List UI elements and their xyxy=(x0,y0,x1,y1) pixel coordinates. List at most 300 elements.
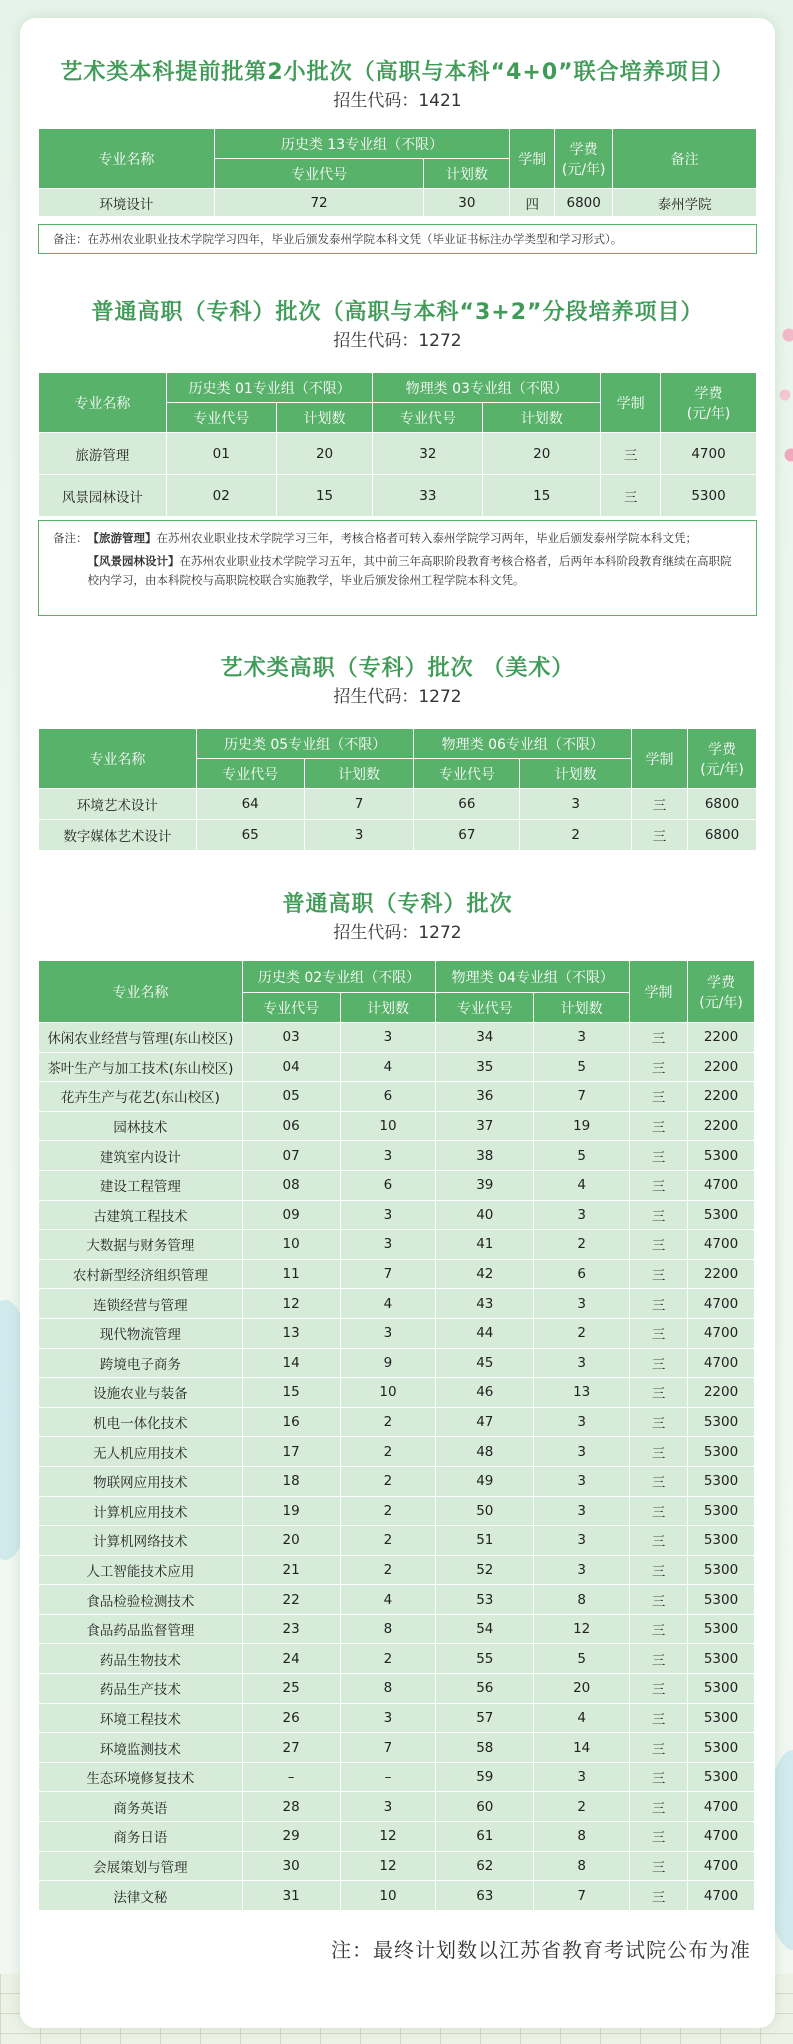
cell-years: 三 xyxy=(630,1289,688,1319)
cell-major: 环境监测技术 xyxy=(39,1733,243,1763)
table-body xyxy=(39,1023,755,1911)
cell-fee: 5300 xyxy=(688,1407,755,1437)
table-row xyxy=(39,1141,755,1171)
cell-major: 数字媒体艺术设计 xyxy=(39,820,197,851)
table-row xyxy=(39,1082,755,1112)
table-row xyxy=(39,189,757,217)
header-plan: 计划数 xyxy=(534,993,630,1023)
header-remark: 备注 xyxy=(613,129,757,189)
note-label: 备注： xyxy=(53,531,88,545)
cell-physics-code: 55 xyxy=(436,1644,534,1674)
cell-physics-plan: 5 xyxy=(534,1052,630,1082)
table-row xyxy=(39,433,757,475)
cell-major: 无人机应用技术 xyxy=(39,1437,243,1467)
cell-history-code: 08 xyxy=(242,1170,340,1200)
cell-physics-plan: 3 xyxy=(534,1466,630,1496)
cell-major: 园林技术 xyxy=(39,1111,243,1141)
table-row xyxy=(39,1259,755,1289)
cell-physics-plan: 3 xyxy=(534,1762,630,1792)
table-row xyxy=(39,1318,755,1348)
section-art-vocational xyxy=(20,654,775,710)
cell-fee: 2200 xyxy=(688,1378,755,1408)
cell-major: 环境艺术设计 xyxy=(39,789,197,820)
header-group-physics: 物理类 04专业组（不限） xyxy=(436,961,630,993)
cell-years: 三 xyxy=(630,1052,688,1082)
header-plan: 计划数 xyxy=(520,759,632,789)
cell-history-plan: 6 xyxy=(340,1170,436,1200)
cell-history-code: 05 xyxy=(242,1082,340,1112)
cell-history-plan: 6 xyxy=(340,1082,436,1112)
cell-physics-code: 66 xyxy=(414,789,520,820)
cell-physics-code: 52 xyxy=(436,1555,534,1585)
cell-history-code: 27 xyxy=(242,1733,340,1763)
cell-physics-plan: 2 xyxy=(520,820,632,851)
cell-history-plan: 2 xyxy=(340,1496,436,1526)
cell-history-plan: 2 xyxy=(340,1644,436,1674)
cell-major: 生态环境修复技术 xyxy=(39,1762,243,1792)
header-plan: 计划数 xyxy=(424,159,510,189)
cell-years: 三 xyxy=(630,1851,688,1881)
cell-physics-code: 56 xyxy=(436,1674,534,1704)
header-code: 专业代号 xyxy=(414,759,520,789)
cell-history-plan: 4 xyxy=(340,1585,436,1615)
cell-fee: 5300 xyxy=(688,1141,755,1171)
cell-physics-plan: 20 xyxy=(534,1674,630,1704)
cell-history-code: 23 xyxy=(242,1614,340,1644)
cell-physics-code: 40 xyxy=(436,1200,534,1230)
cell-major: 花卉生产与花艺(东山校区) xyxy=(39,1082,243,1112)
cell-fee: 4700 xyxy=(688,1318,755,1348)
cell-physics-plan: 2 xyxy=(534,1318,630,1348)
cell-history-code: 02 xyxy=(166,475,276,517)
blossom-decoration xyxy=(773,295,793,495)
cell-history-code: 64 xyxy=(196,789,304,820)
cell-physics-plan: 4 xyxy=(534,1170,630,1200)
cell-major: 茶叶生产与加工技术(东山校区) xyxy=(39,1052,243,1082)
table-row xyxy=(39,1052,755,1082)
cell-physics-code: 61 xyxy=(436,1822,534,1852)
cell-fee: 5300 xyxy=(688,1644,755,1674)
table-row xyxy=(39,1555,755,1585)
cell-major: 食品检验检测技术 xyxy=(39,1585,243,1615)
cell-history-plan: 15 xyxy=(276,475,373,517)
cell-major: 环境设计 xyxy=(39,189,215,217)
note-text: 备注：在苏州农业职业技术学院学习四年，毕业后颁发泰州学院本科文凭（毕业证书标注办学类型和学习形式）。 xyxy=(53,232,623,246)
header-plan: 计划数 xyxy=(483,403,601,433)
cell-physics-code: 50 xyxy=(436,1496,534,1526)
cell-fee: 4700 xyxy=(688,1289,755,1319)
cell-years: 三 xyxy=(630,1881,688,1911)
section-title: 普通高职（专科）批次（高职与本科“3+2”分段培养项目） xyxy=(91,300,704,325)
table-row xyxy=(39,1466,755,1496)
cell-history-plan: 3 xyxy=(340,1023,436,1053)
cell-physics-plan: 7 xyxy=(534,1082,630,1112)
table-body xyxy=(39,433,757,517)
cell-history-code: 03 xyxy=(242,1023,340,1053)
cell-major: 药品生产技术 xyxy=(39,1674,243,1704)
header-fee: 学费 (元/年) xyxy=(688,961,755,1023)
cell-major: 物联网应用技术 xyxy=(39,1466,243,1496)
cell-physics-code: 59 xyxy=(436,1762,534,1792)
cell-physics-plan: 8 xyxy=(534,1851,630,1881)
cell-physics-code: 37 xyxy=(436,1111,534,1141)
cell-major: 建筑室内设计 xyxy=(39,1141,243,1171)
cell-history-plan: 3 xyxy=(340,1703,436,1733)
cell-major: 法律文秘 xyxy=(39,1881,243,1911)
cell-physics-code: 49 xyxy=(436,1466,534,1496)
cell-major: 机电一体化技术 xyxy=(39,1407,243,1437)
cell-history-code: 28 xyxy=(242,1792,340,1822)
cell-history-code: 21 xyxy=(242,1555,340,1585)
cell-history-plan: 3 xyxy=(340,1230,436,1260)
cell-physics-plan: 3 xyxy=(534,1407,630,1437)
cell-physics-code: 46 xyxy=(436,1378,534,1408)
header-major: 专业名称 xyxy=(39,961,243,1023)
cell-physics-code: 67 xyxy=(414,820,520,851)
cell-major: 环境工程技术 xyxy=(39,1703,243,1733)
cell-history-plan: 2 xyxy=(340,1407,436,1437)
cell-fee: 4700 xyxy=(688,1230,755,1260)
cell-history-plan: 12 xyxy=(340,1822,436,1852)
table-row xyxy=(39,1674,755,1704)
cell-history-plan: 9 xyxy=(340,1348,436,1378)
table-row xyxy=(39,1023,755,1053)
cell-fee: 4700 xyxy=(688,1792,755,1822)
cell-physics-code: 62 xyxy=(436,1851,534,1881)
cell-code: 72 xyxy=(214,189,424,217)
cell-major: 商务日语 xyxy=(39,1822,243,1852)
cell-years: 三 xyxy=(630,1526,688,1556)
header-group-history: 历史类 02专业组（不限） xyxy=(242,961,436,993)
cell-years: 三 xyxy=(630,1437,688,1467)
table-row xyxy=(39,475,757,517)
cell-physics-code: 43 xyxy=(436,1289,534,1319)
cell-physics-code: 51 xyxy=(436,1526,534,1556)
cell-history-code: 11 xyxy=(242,1259,340,1289)
cell-physics-plan: 8 xyxy=(534,1585,630,1615)
header-code: 专业代号 xyxy=(242,993,340,1023)
cell-history-code: 15 xyxy=(242,1378,340,1408)
header-plan: 计划数 xyxy=(340,993,436,1023)
table-art-undergrad xyxy=(38,128,757,217)
cell-years: 三 xyxy=(630,1762,688,1792)
cell-years: 三 xyxy=(630,1318,688,1348)
cell-history-code: 17 xyxy=(242,1437,340,1467)
cell-physics-code: 44 xyxy=(436,1318,534,1348)
cell-history-code: 12 xyxy=(242,1289,340,1319)
cell-physics-plan: 8 xyxy=(534,1822,630,1852)
cell-history-code: 31 xyxy=(242,1881,340,1911)
cell-years: 三 xyxy=(630,1111,688,1141)
cell-history-code: 25 xyxy=(242,1674,340,1704)
cell-fee: 5300 xyxy=(688,1762,755,1792)
cell-history-code: 04 xyxy=(242,1052,340,1082)
header-years: 学制 xyxy=(601,373,661,433)
cell-history-plan: 10 xyxy=(340,1111,436,1141)
cell-years: 三 xyxy=(630,1733,688,1763)
cell-years: 三 xyxy=(630,1407,688,1437)
cell-history-code: 20 xyxy=(242,1526,340,1556)
table-row xyxy=(39,1111,755,1141)
cell-history-plan: 2 xyxy=(340,1466,436,1496)
cell-physics-code: 53 xyxy=(436,1585,534,1615)
cell-fee: 5300 xyxy=(661,475,757,517)
cell-fee: 4700 xyxy=(688,1348,755,1378)
section-art-undergrad xyxy=(20,58,775,114)
cell-physics-plan: 14 xyxy=(534,1733,630,1763)
enrollment-code: 招生代码：1272 xyxy=(333,331,462,351)
section-vocational xyxy=(20,890,775,946)
cell-major: 连锁经营与管理 xyxy=(39,1289,243,1319)
cell-physics-plan: 6 xyxy=(534,1259,630,1289)
table-row xyxy=(39,789,757,820)
cell-history-plan: 8 xyxy=(340,1674,436,1704)
cell-fee: 5300 xyxy=(688,1674,755,1704)
cell-years: 三 xyxy=(630,1614,688,1644)
enrollment-code: 招生代码：1272 xyxy=(333,923,462,943)
cell-physics-code: 54 xyxy=(436,1614,534,1644)
cell-physics-code: 39 xyxy=(436,1170,534,1200)
header-plan: 计划数 xyxy=(276,403,373,433)
cell-fee: 5300 xyxy=(688,1437,755,1467)
cell-history-code: 10 xyxy=(242,1230,340,1260)
cell-physics-plan: 2 xyxy=(534,1230,630,1260)
cell-years: 三 xyxy=(630,1141,688,1171)
table-row xyxy=(39,1644,755,1674)
cell-physics-plan: 3 xyxy=(534,1526,630,1556)
cell-fee: 4700 xyxy=(688,1881,755,1911)
cell-remark: 泰州学院 xyxy=(613,189,757,217)
cell-physics-plan: 13 xyxy=(534,1378,630,1408)
table-row xyxy=(39,820,757,851)
cell-fee: 6800 xyxy=(688,789,757,820)
cell-physics-plan: 3 xyxy=(534,1023,630,1053)
table-row xyxy=(39,1348,755,1378)
header-group-history: 历史类 01专业组（不限） xyxy=(166,373,373,403)
content-card xyxy=(20,18,775,2028)
cell-major: 旅游管理 xyxy=(39,433,167,475)
cell-history-code: 26 xyxy=(242,1703,340,1733)
table-row xyxy=(39,1230,755,1260)
cell-years: 三 xyxy=(630,1378,688,1408)
cell-fee: 5300 xyxy=(688,1200,755,1230)
cell-fee: 2200 xyxy=(688,1259,755,1289)
cell-physics-code: 34 xyxy=(436,1023,534,1053)
cell-fee: 5300 xyxy=(688,1703,755,1733)
cell-history-plan: 3 xyxy=(340,1318,436,1348)
cell-history-plan: 7 xyxy=(340,1733,436,1763)
table-3plus2 xyxy=(38,372,757,517)
cell-physics-code: 33 xyxy=(373,475,483,517)
cell-history-code: 29 xyxy=(242,1822,340,1852)
table-row xyxy=(39,1200,755,1230)
table-row xyxy=(39,1496,755,1526)
cell-physics-plan: 4 xyxy=(534,1703,630,1733)
cell-history-plan: 2 xyxy=(340,1526,436,1556)
cell-years: 三 xyxy=(632,789,688,820)
header-years: 学制 xyxy=(630,961,688,1023)
cell-physics-plan: 5 xyxy=(534,1141,630,1171)
cell-physics-code: 35 xyxy=(436,1052,534,1082)
cell-major: 设施农业与装备 xyxy=(39,1378,243,1408)
cell-fee: 5300 xyxy=(688,1733,755,1763)
cell-physics-plan: 3 xyxy=(534,1496,630,1526)
cell-major: 跨境电子商务 xyxy=(39,1348,243,1378)
cell-major: 食品药品监督管理 xyxy=(39,1614,243,1644)
cell-physics-code: 63 xyxy=(436,1881,534,1911)
cell-history-plan: 7 xyxy=(340,1259,436,1289)
cell-fee: 2200 xyxy=(688,1111,755,1141)
note-art-undergrad xyxy=(38,224,757,254)
cell-years: 四 xyxy=(510,189,555,217)
cell-physics-plan: 7 xyxy=(534,1881,630,1911)
cell-physics-plan: 19 xyxy=(534,1111,630,1141)
cell-history-code: 65 xyxy=(196,820,304,851)
cell-history-code: 18 xyxy=(242,1466,340,1496)
cell-history-plan: 3 xyxy=(340,1141,436,1171)
cell-years: 三 xyxy=(630,1703,688,1733)
header-code: 专业代号 xyxy=(214,159,424,189)
cell-physics-code: 38 xyxy=(436,1141,534,1171)
cell-years: 三 xyxy=(630,1023,688,1053)
cell-years: 三 xyxy=(630,1230,688,1260)
cell-history-code: 06 xyxy=(242,1111,340,1141)
cell-years: 三 xyxy=(630,1674,688,1704)
cell-history-code: 07 xyxy=(242,1141,340,1171)
cell-physics-code: 32 xyxy=(373,433,483,475)
table-row xyxy=(39,1762,755,1792)
cell-major: 古建筑工程技术 xyxy=(39,1200,243,1230)
cell-fee: 4700 xyxy=(688,1851,755,1881)
cell-history-code: 16 xyxy=(242,1407,340,1437)
cell-fee: 5300 xyxy=(688,1496,755,1526)
header-major: 专业名称 xyxy=(39,373,167,433)
cell-physics-plan: 12 xyxy=(534,1614,630,1644)
enrollment-code: 招生代码：1421 xyxy=(333,91,462,111)
cell-physics-plan: 2 xyxy=(534,1792,630,1822)
cell-history-plan: – xyxy=(340,1762,436,1792)
cell-years: 三 xyxy=(630,1200,688,1230)
header-fee: 学费 (元/年) xyxy=(661,373,757,433)
cell-fee: 4700 xyxy=(688,1170,755,1200)
cell-fee: 6800 xyxy=(688,820,757,851)
table-row xyxy=(39,1585,755,1615)
cell-history-code: 09 xyxy=(242,1200,340,1230)
cell-years: 三 xyxy=(630,1348,688,1378)
cell-fee: 2200 xyxy=(688,1082,755,1112)
header-code: 专业代号 xyxy=(166,403,276,433)
cell-years: 三 xyxy=(630,1170,688,1200)
cell-years: 三 xyxy=(630,1792,688,1822)
table-row xyxy=(39,1733,755,1763)
cell-physics-plan: 15 xyxy=(483,475,601,517)
header-years: 学制 xyxy=(510,129,555,189)
header-fee: 学费 (元/年) xyxy=(688,729,757,789)
cell-years: 三 xyxy=(630,1466,688,1496)
header-years: 学制 xyxy=(632,729,688,789)
cell-physics-code: 45 xyxy=(436,1348,534,1378)
cell-major: 人工智能技术应用 xyxy=(39,1555,243,1585)
cell-major: 大数据与财务管理 xyxy=(39,1230,243,1260)
cell-history-plan: 3 xyxy=(340,1792,436,1822)
cell-major: 建设工程管理 xyxy=(39,1170,243,1200)
cell-physics-code: 42 xyxy=(436,1259,534,1289)
cell-years: 三 xyxy=(601,475,661,517)
cell-physics-code: 36 xyxy=(436,1082,534,1112)
header-fee: 学费 (元/年) xyxy=(555,129,613,189)
cell-major: 药品生物技术 xyxy=(39,1644,243,1674)
cell-major: 休闲农业经营与管理(东山校区) xyxy=(39,1023,243,1053)
header-major: 专业名称 xyxy=(39,729,197,789)
note-major-name: 【风景园林设计】 xyxy=(87,554,180,568)
cell-history-code: 14 xyxy=(242,1348,340,1378)
cell-history-plan: 8 xyxy=(340,1614,436,1644)
cell-major: 现代物流管理 xyxy=(39,1318,243,1348)
cell-physics-plan: 3 xyxy=(534,1348,630,1378)
header-code: 专业代号 xyxy=(373,403,483,433)
section-3plus2 xyxy=(20,298,775,354)
header-major: 专业名称 xyxy=(39,129,215,189)
table-row xyxy=(39,1170,755,1200)
note-3plus2 xyxy=(38,520,757,616)
note-text: 在苏州农业职业技术学院学习三年，考核合格者可转入泰州学院学习两年，毕业后颁发泰州学院本科文凭； xyxy=(156,531,697,545)
cell-fee: 4700 xyxy=(688,1822,755,1852)
cell-physics-plan: 5 xyxy=(534,1644,630,1674)
cell-physics-plan: 20 xyxy=(483,433,601,475)
cell-history-plan: 3 xyxy=(340,1200,436,1230)
table-art-vocational xyxy=(38,728,757,851)
table-row xyxy=(39,1614,755,1644)
cell-fee: 5300 xyxy=(688,1526,755,1556)
cell-major: 风景园林设计 xyxy=(39,475,167,517)
note-text: 在苏州农业职业技术学院学习五年，其中前三年高职阶段教育考核合格者，后两年本科阶段教育继续在高职院校内学习，由本科院校与高职院校联合实施教学，毕业后颁发徐州工程学院本科文凭。 xyxy=(87,554,732,587)
table-body xyxy=(39,789,757,851)
table-row xyxy=(39,1378,755,1408)
table-row xyxy=(39,1526,755,1556)
cell-years: 三 xyxy=(630,1082,688,1112)
header-group-physics: 物理类 06专业组（不限） xyxy=(414,729,632,759)
cell-years: 三 xyxy=(630,1585,688,1615)
cell-history-plan: 4 xyxy=(340,1052,436,1082)
cell-major: 商务英语 xyxy=(39,1792,243,1822)
cell-fee: 5300 xyxy=(688,1466,755,1496)
cell-history-plan: 4 xyxy=(340,1289,436,1319)
cell-history-code: 24 xyxy=(242,1644,340,1674)
table-row xyxy=(39,1822,755,1852)
cell-major: 计算机网络技术 xyxy=(39,1526,243,1556)
cell-physics-plan: 3 xyxy=(534,1200,630,1230)
section-title: 艺术类本科提前批第2小批次（高职与本科“4+0”联合培养项目） xyxy=(60,60,735,85)
table-row xyxy=(39,1881,755,1911)
cell-fee: 5300 xyxy=(688,1614,755,1644)
header-plan: 计划数 xyxy=(304,759,414,789)
cell-physics-plan: 3 xyxy=(534,1289,630,1319)
cell-years: 三 xyxy=(601,433,661,475)
final-note: 注：最终计划数以江苏省教育考试院公布为准 xyxy=(331,1938,751,1962)
cell-history-code: – xyxy=(242,1762,340,1792)
section-title: 普通高职（专科）批次 xyxy=(282,892,513,917)
cell-plan: 30 xyxy=(424,189,510,217)
cell-years: 三 xyxy=(630,1555,688,1585)
cell-major: 会展策划与管理 xyxy=(39,1851,243,1881)
cell-fee: 6800 xyxy=(555,189,613,217)
table-row xyxy=(39,1792,755,1822)
table-row xyxy=(39,1703,755,1733)
cell-fee: 2200 xyxy=(688,1052,755,1082)
header-code: 专业代号 xyxy=(436,993,534,1023)
cell-physics-plan: 3 xyxy=(534,1437,630,1467)
cell-fee: 5300 xyxy=(688,1585,755,1615)
